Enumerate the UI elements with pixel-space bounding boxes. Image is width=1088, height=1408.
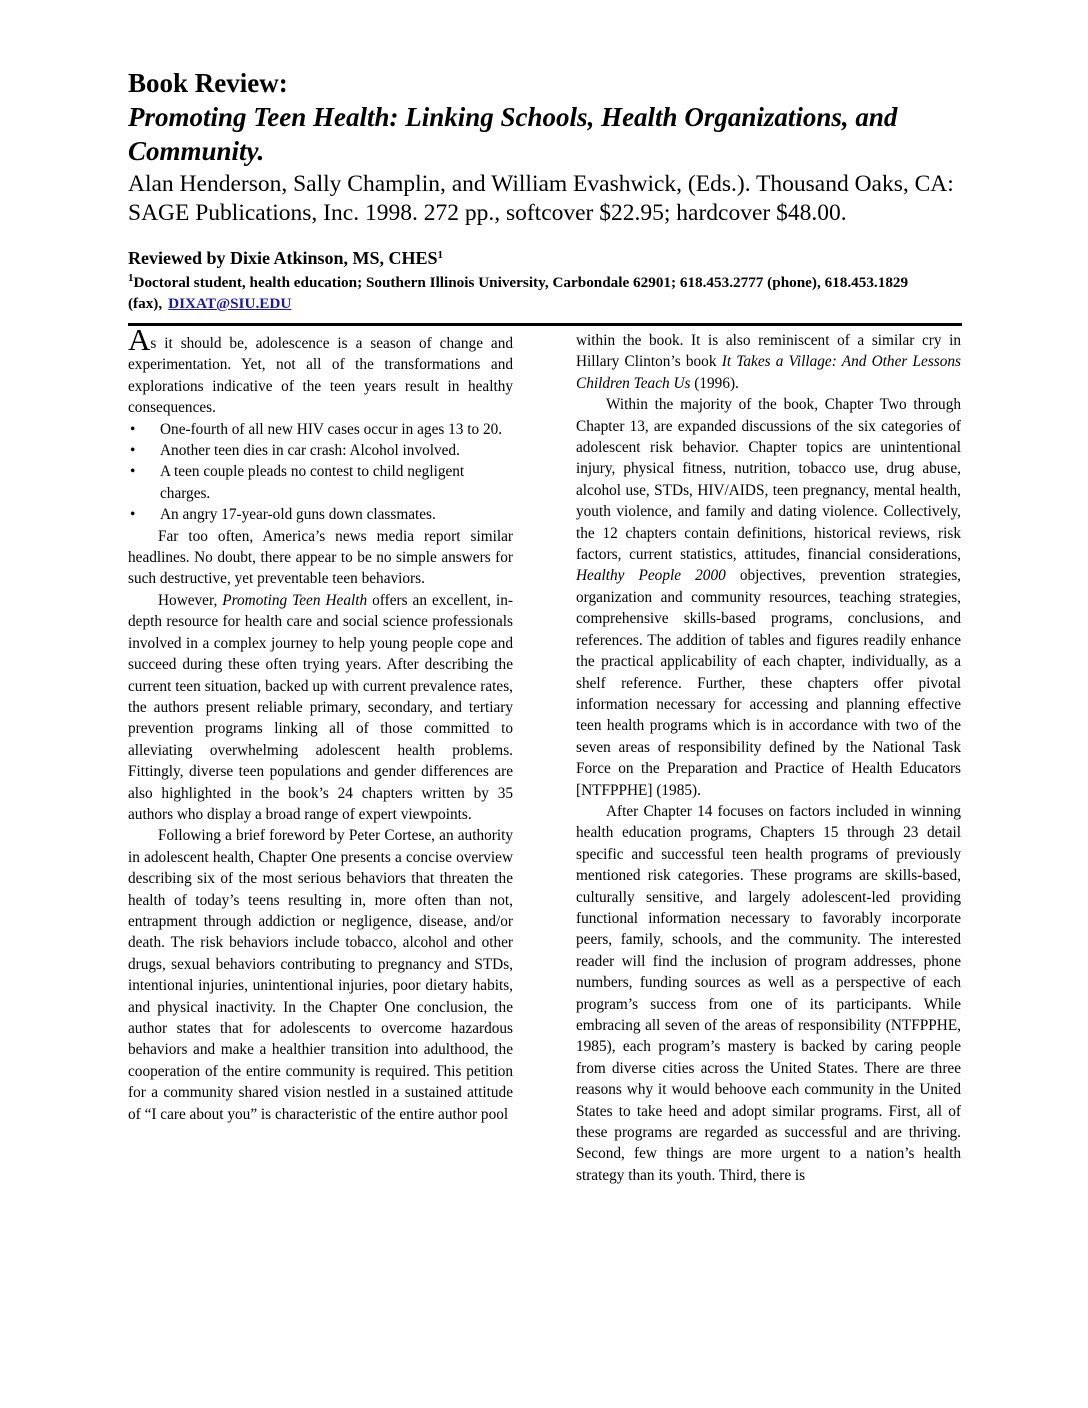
bullet-icon: •: [130, 420, 136, 438]
paragraph-text: However,: [158, 591, 223, 609]
drop-cap: A: [128, 322, 151, 357]
article-header: [128, 66, 962, 314]
paragraph-text: (1996).: [690, 374, 739, 392]
intro-text: s it should be, adolescence is a season of change and experimentation. Yet, not all of the transformations and explorations indicative of the teen years result in healthy consequences.: [128, 335, 513, 417]
body-paragraph: Following a brief foreword by Peter Cortese, an authority in adolescent health, Chapter One presents a concise overview describing six of the most serious behaviors that threaten the health of today’s teens resulting in, more often than not, entrapment through addiction or negligence, disease, and/or death. The risk behaviors include tobacco, alcohol and other drugs, sexual behaviors contributing to pregnancy and STDs, intentional injuries, unintentional injuries, poor dietary habits, and physical inactivity. In the Chapter One conclusion, the author states that for adolescents to overcome hazardous behaviors and make a healthier transition into adulthood, the cooperation of the entire community is required. This petition for a community shared vision nestled in a sustained attitude of “I care about you” is characteristic of the entire author pool: [128, 827, 513, 1123]
book-title-inline: Promoting Teen Health: [222, 591, 368, 609]
paragraph-text: Within the majority of the book, Chapter Two through Chapter 13, are expanded discussions of the six categories of adolescent risk behavior. Chapter topics are unintentional injury, physical fitness, nutrition, tobacco use, drug abuse, alcohol use, STDs, HIV/AIDS, teen pregnancy, mental health, youth violence, and family and dating violence. Collectively, the 12 chapters contain definitions, historical reviews, risk factors, current statistics, attitudes, financial considerations,: [576, 396, 961, 564]
list-item-text: A teen couple pleads no contest to child negligent charges.: [160, 463, 465, 502]
email-link[interactable]: DIXAT@SIU.EDU: [168, 295, 292, 312]
bullet-icon: •: [130, 506, 136, 524]
list-item-text: One-fourth of all new HIV cases occur in ages 13 to 20.: [160, 420, 503, 438]
right-column: [576, 330, 961, 1186]
list-item: [128, 461, 513, 504]
left-column: [128, 322, 513, 1125]
reviewer-footnote-mark: 1: [437, 249, 444, 261]
paragraph-text: offers an excellent, in-depth resource for health care and social science professionals involved in a complex journey to help young people cope and succeed during these often trying years. After describing the current teen situation, backed up with current prevalence rates, the authors present reliable primary, secondary, and tertiary prevention programs linking all of those committed to alleviating overwhelming adolescent health problems. Fittingly, diverse teen populations and gender differences are also highlighted in the book’s 24 chapters written by 35 authors who display a broad range of expert viewpoints.: [128, 591, 513, 823]
list-item-text: An angry 17-year-old guns down classmates.: [160, 506, 436, 524]
book-citation: Alan Henderson, Sally Champlin, and William Evashwick, (Eds.). Thousand Oaks, CA: SAGE Publications, Inc. 1998. 272 pp., softcover $22.95; hardcover $48.00.: [128, 171, 954, 226]
cited-book-title: It Takes a Village: And Other Lessons Children Teach Us: [576, 353, 961, 392]
list-item-text: Another teen dies in car crash: Alcohol involved.: [160, 442, 460, 460]
affiliation-text: Doctoral student, health education; Southern Illinois University, Carbondale 62901; 618.453.2777 (phone), 618.453.1829 (fax),: [128, 274, 909, 312]
bullet-icon: •: [130, 463, 136, 481]
paragraph-text: objectives, prevention strategies, organization and community resources, teaching strategies, comprehensive skills-based programs, conclusions, and references. The addition of tables and figures readily enhance the practical applicability of each chapter, individually, as a shelf reference. Further, these chapters offer pivotal information necessary for accessing and planning effective teen health programs which is in accordance with two of the seven areas of responsibility defined by the National Task Force on the Preparation and Practice of Health Educators [NTFPPHE] (1985).: [576, 567, 961, 799]
paragraph-text: within the book. It is also reminiscent of a similar cry in Hillary Clinton’s book: [576, 332, 961, 371]
headline-list: [128, 419, 513, 526]
cited-report-title: Healthy People 2000: [576, 567, 726, 585]
body-paragraph: After Chapter 14 focuses on factors included in winning health education programs, Chapters 15 through 23 detail specific and successful teen health programs of previously mentioned risk categories. These programs are skills-based, culturally sensitive, and largely adolescent-led providing functional information necessary to favorably incorporate peers, family, schools, and the community. The interested reader will find the inclusion of program addresses, phone numbers, funding sources as well as a perspective of each program’s success from one of its participants. While embracing all seven of the areas of responsibility (NTFPPHE, 1985), each program’s mastery is backed by caring people from diverse cities across the United States. There are three reasons why it would behoove each community in the United States to take heed and adopt similar programs. First, all of these programs are regarded as successful and are thriving. Second, few things are more urgent to a nation’s health strategy than its youth. Third, there is: [576, 802, 961, 1184]
list-item: [128, 419, 513, 440]
body-paragraph-continued: [576, 330, 961, 394]
body-paragraph: Far too often, America’s news media report similar headlines. No doubt, there appear to be no simple answers for such destructive, yet preventable teen behaviors.: [128, 527, 513, 588]
book-title: Promoting Teen Health: Linking Schools, Health Organizations, and Community.: [128, 102, 898, 166]
list-item: [128, 504, 513, 525]
reviewer-line: [128, 247, 962, 269]
reviewer-affiliation: [128, 272, 962, 314]
header-divider: [128, 323, 962, 326]
body-paragraph: [576, 394, 961, 801]
body-paragraph: [128, 590, 513, 825]
review-label: Book Review:: [128, 68, 288, 98]
reviewer-name: Reviewed by Dixie Atkinson, MS, CHES: [128, 248, 438, 268]
bullet-icon: •: [130, 442, 136, 460]
affiliation-footnote-mark: 1: [128, 272, 134, 284]
intro-paragraph: [128, 322, 513, 419]
list-item: [128, 440, 513, 461]
